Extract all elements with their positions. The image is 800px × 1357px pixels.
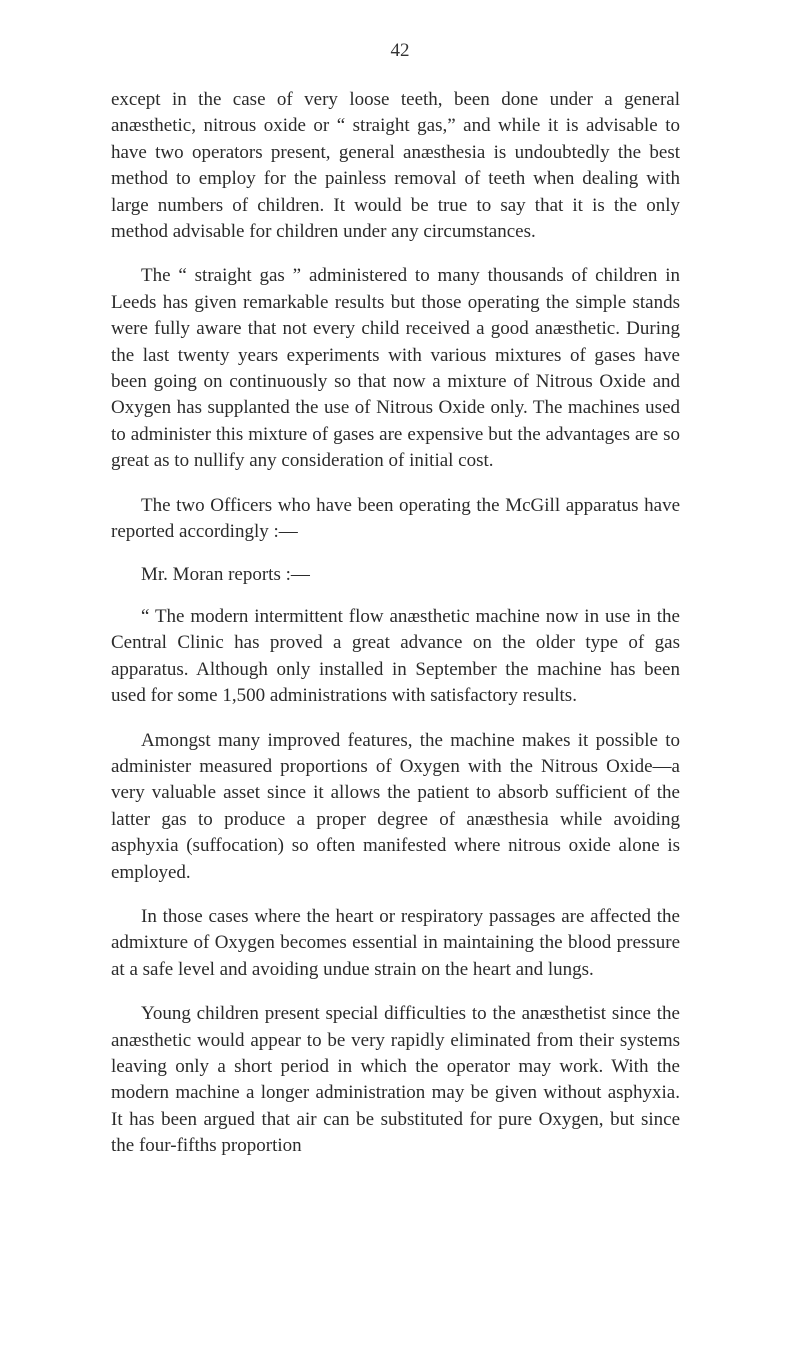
paragraph-3: The two Officers who have been operating the McGill apparatus have reported accordingly :— xyxy=(111,494,680,543)
paragraph-4: Mr. Moran reports :— xyxy=(141,563,310,585)
body-text xyxy=(111,87,680,1160)
paragraph-6: Amongst many improved features, the machine makes it possible to administer measured proportions of Oxygen with the Nitrous Oxide—a very valuable asset since it allows the patient to absorb sufficient of the latter gas to produce a proper degree of anæsthesia while avoiding asphyxia (suffocation) so often manifested where nitrous oxide alone is employed. xyxy=(111,729,680,883)
paragraph-1: except in the case of very loose teeth, been done under a general anæsthetic, nitrous oxide or “ straight gas,” and while it is advisable to have two operators present, general anæsthesia is undoubtedly the best method to employ for the painless removal of teeth when dealing with large numbers of children. It would be true to say that it is the only method advisable for children under any circumstances. xyxy=(111,89,680,243)
paragraph-8: Young children present special difficulties to the anæsthetist since the anæsthetic would appear to be very rapidly eliminated from their systems leaving only a short period in which the operator may work. With the modern machine a longer administration may be given without asphyxia. It has been argued that air can be substituted for pure Oxygen, but since the four-fifths proportion xyxy=(111,1003,680,1157)
page-number: 42 xyxy=(390,40,410,61)
paragraph-5: “ The modern intermittent flow anæsthetic machine now in use in the Central Clinic has proved a great advance on the older type of gas apparatus. Although only installed in September the machine has been used for some 1,500 administrations with satisfactory results. xyxy=(111,605,680,707)
paragraph-7: In those cases where the heart or respiratory passages are affected the admixture of Oxygen becomes essential in maintaining the blood pressure at a safe level and avoiding undue strain on the heart and lungs. xyxy=(111,905,680,980)
paragraph-2: The “ straight gas ” administered to many thousands of children in Leeds has given remarkable results but those operating the simple stands were fully aware that not every child received a good anæsthetic. During the last twenty years experiments with various mixtures of gases have been going on continuously so that now a mixture of Nitrous Oxide and Oxygen has supplanted the use of Nitrous Oxide only. The machines used to administer this mixture of gases are expensive but the advantages are so great as to nullify any consideration of initial cost. xyxy=(111,265,680,472)
